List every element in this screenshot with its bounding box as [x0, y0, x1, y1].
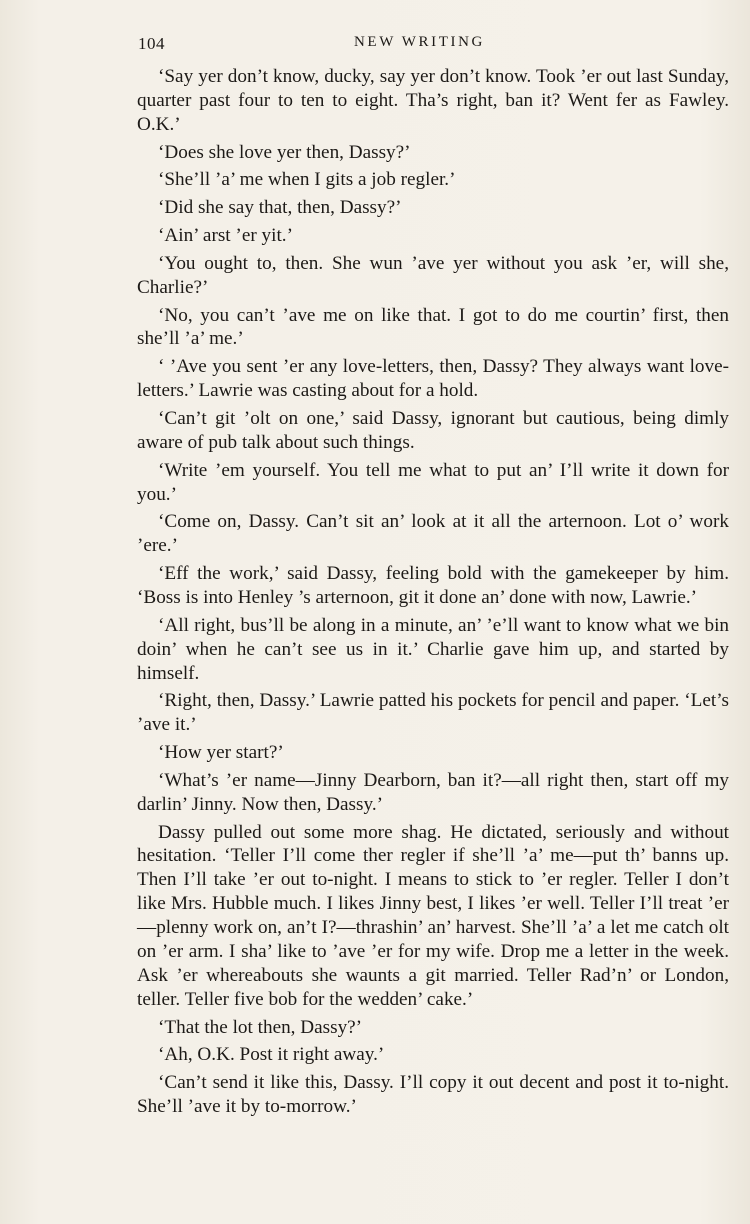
paragraph: ‘Can’t git ’olt on one,’ said Dassy, ignorant but cautious, being dimly aware of pub talk about such things.: [137, 407, 729, 453]
paragraph: ‘You ought to, then. She wun ’ave yer without you ask ’er, will she, Charlie?’: [137, 252, 729, 298]
paragraph: ‘Ah, O.K. Post it right away.’: [158, 1044, 385, 1066]
running-head: NEW WRITING: [354, 34, 485, 50]
page-header: [138, 34, 730, 58]
paragraph: Dassy pulled out some more shag. He dictated, seriously and without hesitation. ‘Teller I’ll come ther regler if she’ll ’a’ me—put th’ banns up. Then I’ll take ’er out to-night. I means to stick to ’er regler. Teller I don’t like Mrs. Hubble much. I likes Jinny best, I likes ’er well. Teller I’ll treat ’er—plenny work on, an’t I?—thrashin’ an’ harvest. She’ll ’a’ a let me catch olt on ’er arm. I sha’ like to ’ave ’er for my wife. Drop me a letter in the week. Ask ’er whereabouts she waunts a git married. Teller Rad’n’ or London, teller. Teller five bob for the wedden’ cake.’: [137, 821, 729, 1010]
paragraph: ‘Does she love yer then, Dassy?’: [158, 141, 411, 163]
paragraph: ‘Right, then, Dassy.’ Lawrie patted his pockets for pencil and paper. ‘Let’s ’ave it.’: [137, 690, 729, 736]
paragraph: ‘Come on, Dassy. Can’t sit an’ look at it all the arternoon. Lot o’ work ’ere.’: [137, 511, 729, 557]
body-text: [137, 65, 729, 1123]
paragraph: ‘Write ’em yourself. You tell me what to put an’ I’ll write it down for you.’: [137, 459, 729, 505]
paragraph: ‘Ain’ arst ’er yit.’: [158, 225, 293, 246]
page-number: 104: [138, 34, 165, 53]
paragraph: ‘She’ll ’a’ me when I gits a job regler.’: [158, 169, 456, 191]
paragraph: ‘All right, bus’ll be along in a minute, an’ ’e’ll want to know what we bin doin’ when he can’t see us in it.’ Charlie gave him up, and started by himself.: [137, 614, 729, 684]
paragraph: ‘ ’Ave you sent ’er any love-letters, then, Dassy? They always want love-letters.’ Lawrie was casting about for a hold.: [137, 356, 729, 402]
paragraph: ‘Did she say that, then, Dassy?’: [158, 197, 402, 219]
paragraph: ‘How yer start?’: [158, 742, 284, 764]
paragraph: ‘No, you can’t ’ave me on like that. I got to do me courtin’ first, then she’ll ’a’ me.’: [137, 304, 729, 350]
paragraph: ‘What’s ’er name—Jinny Dearborn, ban it?—all right then, start off my darlin’ Jinny. Now then, Dassy.’: [137, 769, 729, 815]
paragraph: ‘Can’t send it like this, Dassy. I’ll copy it out decent and post it to-night. She’ll ’ave it by to-morrow.’: [137, 1072, 729, 1118]
paragraph: ‘That the lot then, Dassy?’: [158, 1016, 363, 1038]
paragraph: ‘Eff the work,’ said Dassy, feeling bold with the gamekeeper by him. ‘Boss is into Henley ’s arternoon, git it done an’ done with now, Lawrie.’: [137, 563, 729, 608]
paragraph: ‘Say yer don’t know, ducky, say yer don’t know. Took ’er out last Sunday, quarter past four to ten to eight. Tha’s right, ban it? Went fer as Fawley. O.K.’: [137, 66, 729, 135]
